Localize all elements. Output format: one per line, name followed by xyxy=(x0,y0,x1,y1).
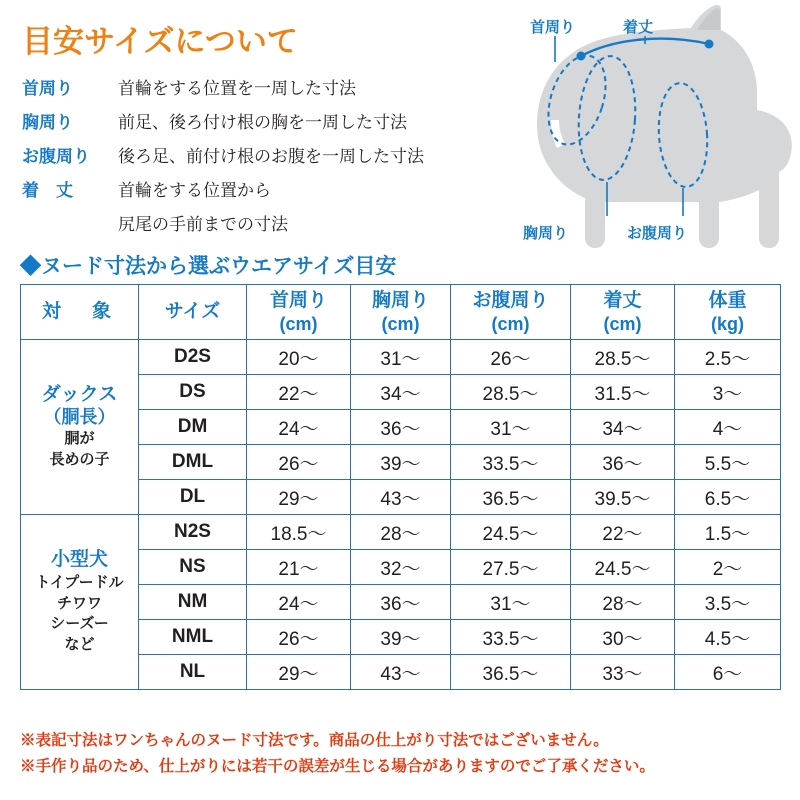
header-length-unit: (cm) xyxy=(603,313,642,334)
weight-value: 3〜 xyxy=(675,375,781,410)
weight-value: 1.5〜 xyxy=(675,515,781,550)
neck-value: 24〜 xyxy=(247,410,351,445)
chest-value: 32〜 xyxy=(351,550,451,585)
definition-desc-chest: 前足、後ろ付け根の胸を一周した寸法 xyxy=(118,113,407,132)
weight-value: 6〜 xyxy=(675,655,781,690)
dog-silhouette xyxy=(537,5,792,248)
group-name-dachshund: ダックス xyxy=(41,384,118,406)
chest-value: 28〜 xyxy=(351,515,451,550)
illustration-label-chest: 胸周り xyxy=(523,225,569,242)
definition-term-chest: 胸周り xyxy=(22,113,73,132)
size-table-body xyxy=(21,340,781,690)
footnote-1: ※表記寸法はワンちゃんのヌード寸法です。商品の仕上がり寸法ではございません。 xyxy=(20,732,609,749)
header-neck-unit: (cm) xyxy=(279,313,318,334)
illustration-label-length: 着丈 xyxy=(623,19,654,36)
definition-desc-length-line2: 尻尾の手前までの寸法 xyxy=(118,215,288,234)
length-value: 33〜 xyxy=(571,655,675,690)
weight-value: 5.5〜 xyxy=(675,445,781,480)
header-target: 対 象 xyxy=(21,285,139,340)
weight-value: 4〜 xyxy=(675,410,781,445)
length-value: 28.5〜 xyxy=(571,340,675,375)
dog-illustration xyxy=(455,0,800,260)
group-note-dachshund-line2: 長めの子 xyxy=(49,451,110,469)
header-chest-label: 胸周り xyxy=(371,289,429,311)
size-table xyxy=(20,284,781,690)
length-value: 30〜 xyxy=(571,620,675,655)
neck-value: 29〜 xyxy=(247,480,351,515)
header-belly-unit: (cm) xyxy=(491,313,530,334)
chest-value: 31〜 xyxy=(351,340,451,375)
footnotes xyxy=(20,728,790,779)
size-label: N2S xyxy=(139,515,247,550)
group-sub-dachshund: （胴長） xyxy=(43,406,116,427)
illustration-label-belly: お腹周り xyxy=(627,225,688,242)
size-label: DL xyxy=(139,480,247,515)
chest-value: 39〜 xyxy=(351,445,451,480)
neck-value: 26〜 xyxy=(247,445,351,480)
weight-value: 3.5〜 xyxy=(675,585,781,620)
neck-value: 20〜 xyxy=(247,340,351,375)
belly-value: 24.5〜 xyxy=(451,515,571,550)
length-value: 24.5〜 xyxy=(571,550,675,585)
belly-value: 31〜 xyxy=(451,410,571,445)
header-size: サイズ xyxy=(139,285,247,340)
belly-value: 31〜 xyxy=(451,585,571,620)
group-note-small-dog-line2: チワワ xyxy=(56,594,102,612)
group-note-small-dog-line3: シーズー xyxy=(50,615,109,633)
neck-value: 26〜 xyxy=(247,620,351,655)
chest-value: 36〜 xyxy=(351,410,451,445)
length-value: 39.5〜 xyxy=(571,480,675,515)
size-label: NL xyxy=(139,655,247,690)
belly-value: 27.5〜 xyxy=(451,550,571,585)
length-value: 36〜 xyxy=(571,445,675,480)
header-length-label: 着丈 xyxy=(603,289,642,311)
length-value: 28〜 xyxy=(571,585,675,620)
neck-value: 22〜 xyxy=(247,375,351,410)
size-label: NML xyxy=(139,620,247,655)
size-label: DS xyxy=(139,375,247,410)
belly-value: 28.5〜 xyxy=(451,375,571,410)
header-belly xyxy=(451,285,571,340)
group-cell-dachshund xyxy=(21,340,139,515)
size-label: DML xyxy=(139,445,247,480)
length-value: 34〜 xyxy=(571,410,675,445)
weight-value: 2.5〜 xyxy=(675,340,781,375)
illustration-label-neck: 首周り xyxy=(530,19,576,36)
definition-row-length xyxy=(22,176,462,201)
chest-value: 43〜 xyxy=(351,655,451,690)
header-row xyxy=(21,285,781,340)
definition-desc-neck: 首輪をする位置を一周した寸法 xyxy=(118,79,356,98)
definition-term-neck: 首周り xyxy=(22,79,73,98)
definition-row-chest xyxy=(22,108,462,133)
neck-value: 24〜 xyxy=(247,585,351,620)
neck-value: 29〜 xyxy=(247,655,351,690)
belly-value: 26〜 xyxy=(451,340,571,375)
header-neck-label: 首周り xyxy=(269,289,327,311)
definition-row-neck xyxy=(22,74,462,99)
size-table-header xyxy=(21,285,781,340)
definition-desc-belly: 後ろ足、前付け根のお腹を一周した寸法 xyxy=(118,147,424,166)
belly-value: 36.5〜 xyxy=(451,655,571,690)
section-heading: ◆ヌード寸法から選ぶウエアサイズ目安 xyxy=(20,255,397,278)
size-label: DM xyxy=(139,410,247,445)
definition-term-belly: お腹周り xyxy=(22,147,90,166)
size-label: NS xyxy=(139,550,247,585)
header-chest xyxy=(351,285,451,340)
table-row xyxy=(21,515,781,550)
header-weight xyxy=(675,285,781,340)
header-neck xyxy=(247,285,351,340)
size-label: NM xyxy=(139,585,247,620)
header-weight-label: 体重 xyxy=(708,289,747,311)
size-label: D2S xyxy=(139,340,247,375)
table-row xyxy=(21,340,781,375)
group-cell-small-dog xyxy=(21,515,139,690)
footnote-2: ※手作り品のため、仕上がりには若干の誤差が生じる場合がありますのでご了承ください。 xyxy=(20,757,655,775)
neck-value: 18.5〜 xyxy=(247,515,351,550)
length-value: 31.5〜 xyxy=(571,375,675,410)
group-note-small-dog-line1: トイプードル xyxy=(35,573,124,591)
header-weight-unit: (kg) xyxy=(711,313,744,334)
definition-term-length: 着 丈 xyxy=(22,181,73,200)
chest-value: 43〜 xyxy=(351,480,451,515)
group-note-dachshund-line1: 胴が xyxy=(64,430,95,448)
weight-value: 6.5〜 xyxy=(675,480,781,515)
definition-row-belly xyxy=(22,142,462,167)
weight-value: 2〜 xyxy=(675,550,781,585)
group-name-small-dog: 小型犬 xyxy=(50,549,108,571)
neck-value: 21〜 xyxy=(247,550,351,585)
length-end-dot xyxy=(705,40,714,49)
group-note-small-dog-line4: など xyxy=(64,636,95,654)
belly-value: 36.5〜 xyxy=(451,480,571,515)
belly-value: 33.5〜 xyxy=(451,445,571,480)
header-chest-unit: (cm) xyxy=(381,313,420,334)
chest-value: 34〜 xyxy=(351,375,451,410)
length-value: 22〜 xyxy=(571,515,675,550)
chest-value: 36〜 xyxy=(351,585,451,620)
header-length xyxy=(571,285,675,340)
definition-desc-length: 首輪をする位置から xyxy=(118,181,271,200)
measurement-definitions xyxy=(22,74,462,235)
weight-value: 4.5〜 xyxy=(675,620,781,655)
dog-illustration-svg xyxy=(455,0,800,260)
belly-value: 33.5〜 xyxy=(451,620,571,655)
chest-value: 39〜 xyxy=(351,620,451,655)
header-belly-label: お腹周り xyxy=(472,289,549,311)
length-start-dot xyxy=(577,52,586,61)
page-title: 目安サイズについて xyxy=(22,24,298,59)
